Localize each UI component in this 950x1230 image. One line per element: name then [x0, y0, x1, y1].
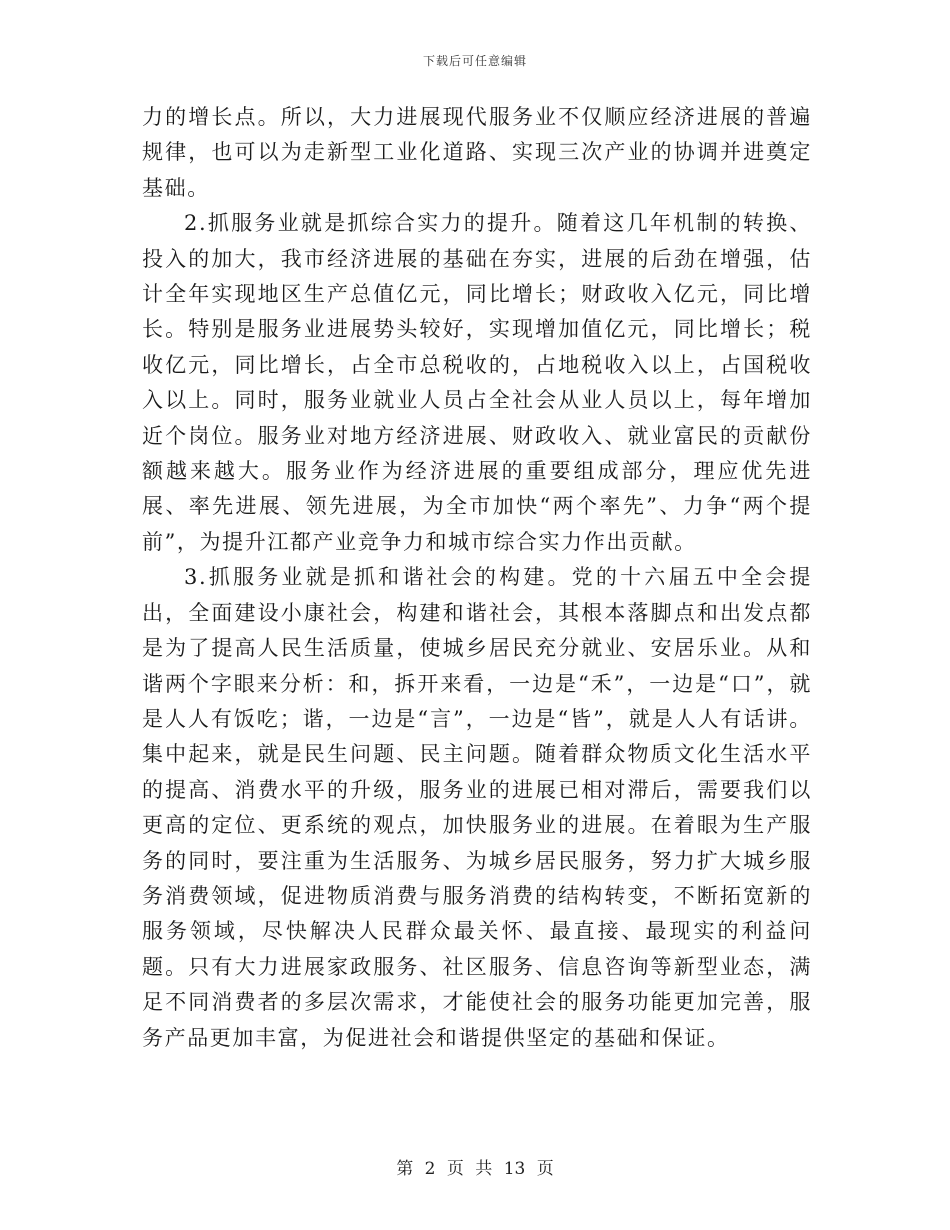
paragraph-item-2: 2.抓服务业就是抓综合实力的提升。随着这几年机制的转换、投入的加大，我市经济进展的基础在夯实，进展的后劲在增强，估计全年实现地区生产总值亿元，同比增长；财政收入亿元，同比增长。特别是服务业进展势头较好，实现增加值亿元，同比增长；税收亿元，同比增长，占全市总税收的，占地税收入以上，占国税收入以上。同时，服务业就业人员占全社会从业人员以上，每年增加近个岗位。服务业对地方经济进展、财政收入、就业富民的贡献份额越来越大。服务业作为经济进展的重要组成部分，理应优先进展、率先进展、领先进展，为全市加快“两个率先”、力争“两个提前”，为提升江都产业竞争力和城市综合实力作出贡献。	[142, 211, 812, 554]
document-body	[142, 100, 812, 1056]
page-number-footer: 第 2 页 共 13 页	[396, 1159, 554, 1179]
page-header: 下载后可任意编辑	[422, 54, 527, 68]
paragraph-item-3: 3.抓服务业就是抓和谐社会的构建。党的十六届五中全会提出，全面建设小康社会，构建和谐社会，其根本落脚点和出发点都是为了提高人民生活质量，使城乡居民充分就业、安居乐业。从和谐两个字眼来分析：和，拆开来看，一边是“禾”，一边是“口”，就是人人有饭吃；谐，一边是“言”，一边是“皆”，就是人人有话讲。集中起来，就是民生问题、民主问题。随着群众物质文化生活水平的提高、消费水平的升级，服务业的进展已相对滞后，需要我们以更高的定位、更系统的观点，加快服务业的进展。在着眼为生产服务的同时，要注重为生活服务、为城乡居民服务，努力扩大城乡服务消费领域，促进物质消费与服务消费的结构转变，不断拓宽新的服务领域，尽快解决人民群众最关怀、最直接、最现实的利益问题。只有大力进展家政服务、社区服务、信息咨询等新型业态，满足不同消费者的多层次需求，才能使社会的服务功能更加完善，服务产品更加丰富，为促进社会和谐提供坚定的基础和保证。	[142, 565, 812, 1050]
paragraph-continued: 力的增长点。所以，大力进展现代服务业不仅顺应经济进展的普遍规律，也可以为走新型工业化道路、实现三次产业的协调并进奠定基础。	[142, 105, 812, 200]
